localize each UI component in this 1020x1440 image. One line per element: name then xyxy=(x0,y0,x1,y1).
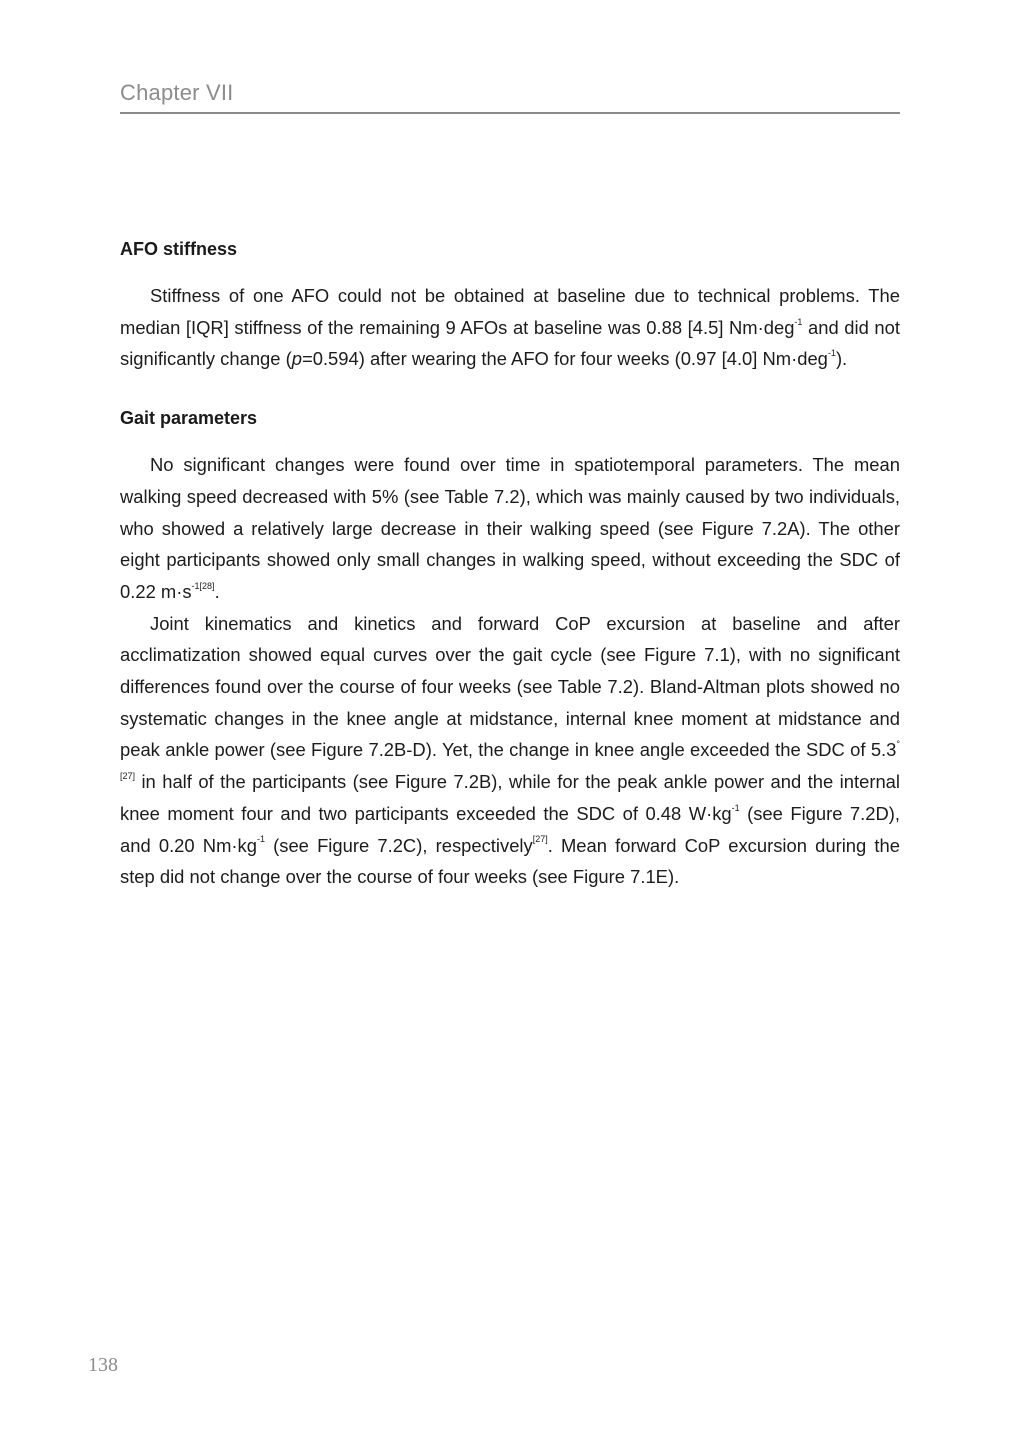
text-run: (see Figure 7.2C), respectively xyxy=(264,834,533,856)
text-run: Stiffness of one AFO could not be obtained at baseline due to technical problems. The median [IQR] stiffness of the remaining 9 AFOs at baseline was 0.88 [4.5] Nm·deg xyxy=(120,285,900,338)
superscript: -1 xyxy=(794,316,803,327)
section-gait-parameters xyxy=(120,405,900,893)
superscript: -1 xyxy=(731,802,740,813)
chapter-title: Chapter VII xyxy=(120,80,234,105)
text-run: . Mean forward CoP excursion during the step did not change over the course of four weeks (see Figure 7.1E). xyxy=(120,834,900,888)
superscript: [27] xyxy=(532,834,548,845)
text-run: . xyxy=(214,580,220,602)
section-heading: AFO stiffness xyxy=(120,239,238,259)
paragraph xyxy=(120,449,900,608)
superscript: -1 xyxy=(256,834,265,845)
text-run: and did not significantly change ( xyxy=(120,316,900,370)
text-run: =0.594) after wearing the AFO for four weeks (0.97 [4.0] Nm·deg xyxy=(301,348,828,370)
paragraph xyxy=(120,280,900,375)
text-run: (see Figure 7.2D), and 0.20 Nm·kg xyxy=(120,802,901,856)
italic-p: p xyxy=(291,348,302,370)
text-run: No significant changes were found over time in spatiotemporal parameters. The mean walking speed decreased with 5% (see Table 7.2), which was mainly caused by two individuals, who showed a relatively large decrease in their walking speed (see Figure 7.2A). The other eight participants showed only small changes in walking speed, without exceeding the SDC of 0.22 m·s xyxy=(120,454,900,602)
page-number: 138 xyxy=(88,1354,118,1376)
superscript: -1[28] xyxy=(191,580,215,591)
superscript: °[27] xyxy=(120,739,900,782)
section-afo-stiffness xyxy=(120,236,900,375)
text-run: Joint kinematics and kinetics and forward CoP excursion at baseline and after acclimatization showed equal curves over the gait cycle (see Figure 7.1), with no significant differences found over the course of four weeks (see Table 7.2). Bland-Altman plots showed no systematic changes in the knee angle at midstance, internal knee moment at midstance and peak ankle power (see Figure 7.2B-D). Yet, the change in knee angle exceeded the SDC of 5.3 xyxy=(120,612,900,761)
section-heading: Gait parameters xyxy=(120,408,258,429)
paragraph xyxy=(120,608,900,893)
text-run: ). xyxy=(835,348,848,370)
running-header xyxy=(120,80,900,114)
page-content xyxy=(120,236,900,893)
text-run: in half of the participants (see Figure 7.2B), while for the peak ankle power and the internal knee moment four and two participants exceeded the SDC of 0.48 W·kg xyxy=(120,771,900,824)
superscript: -1 xyxy=(827,348,836,359)
